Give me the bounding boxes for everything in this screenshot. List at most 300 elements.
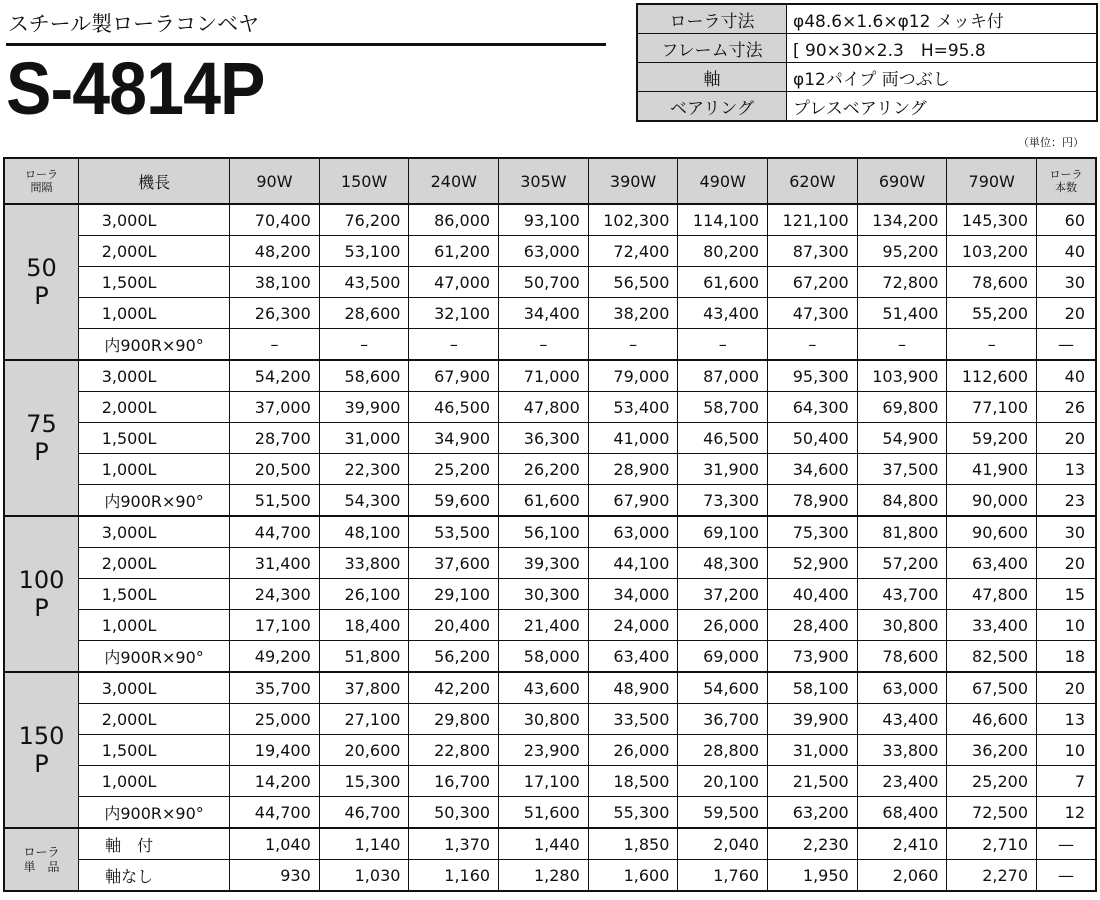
header-width: 490W <box>678 158 768 204</box>
price-cell: 41,000 <box>588 423 678 454</box>
length-label: 軸 付 <box>79 828 230 860</box>
price-cell: 32,100 <box>409 298 499 329</box>
price-cell: 26,000 <box>588 735 678 766</box>
price-cell: 28,900 <box>588 454 678 485</box>
price-cell: 56,200 <box>409 641 499 673</box>
price-cell: 1,160 <box>409 860 499 892</box>
price-cell: 22,800 <box>409 735 499 766</box>
price-cell: 54,200 <box>230 360 320 392</box>
roller-count: 10 <box>1037 735 1096 766</box>
price-cell: 25,000 <box>230 704 320 735</box>
price-cell: 42,200 <box>409 672 499 704</box>
price-cell: 14,200 <box>230 766 320 797</box>
price-cell: 54,600 <box>678 672 768 704</box>
price-cell: – <box>499 329 589 361</box>
price-cell: 39,900 <box>319 392 409 423</box>
price-cell: 20,500 <box>230 454 320 485</box>
price-cell: 95,300 <box>768 360 858 392</box>
spec-row <box>637 4 1097 34</box>
price-cell: 63,000 <box>857 672 947 704</box>
price-cell: 114,100 <box>678 204 768 236</box>
price-cell: 61,600 <box>678 267 768 298</box>
price-cell: 38,200 <box>588 298 678 329</box>
price-cell: 34,900 <box>409 423 499 454</box>
price-cell: 49,200 <box>230 641 320 673</box>
roller-count: 20 <box>1037 423 1096 454</box>
length-label: 内900R×90° <box>79 485 230 517</box>
price-cell: 18,500 <box>588 766 678 797</box>
price-cell: 930 <box>230 860 320 892</box>
price-cell: 26,100 <box>319 579 409 610</box>
price-cell: 17,100 <box>230 610 320 641</box>
price-cell: 69,800 <box>857 392 947 423</box>
price-cell: 2,710 <box>947 828 1037 860</box>
price-cell: 1,600 <box>588 860 678 892</box>
length-label: 1,000L <box>79 610 230 641</box>
price-cell: 35,700 <box>230 672 320 704</box>
header-length: 機長 <box>79 158 230 204</box>
header-width: 790W <box>947 158 1037 204</box>
price-cell: 1,040 <box>230 828 320 860</box>
roller-pitch-label: 50 P <box>4 204 79 360</box>
length-label: 1,500L <box>79 423 230 454</box>
roller-count: 20 <box>1037 298 1096 329</box>
price-cell: – <box>768 329 858 361</box>
price-cell: 26,000 <box>678 610 768 641</box>
price-cell: 63,400 <box>947 548 1037 579</box>
spec-row <box>637 34 1097 63</box>
spec-value: [ 90×30×2.3 H=95.8 <box>787 34 1098 63</box>
price-cell: 36,700 <box>678 704 768 735</box>
price-cell: 2,040 <box>678 828 768 860</box>
table-row <box>4 360 1096 392</box>
price-cell: 1,440 <box>499 828 589 860</box>
price-cell: 72,500 <box>947 797 1037 829</box>
price-cell: 33,400 <box>947 610 1037 641</box>
header-width: 305W <box>499 158 589 204</box>
price-cell: – <box>588 329 678 361</box>
price-cell: 24,300 <box>230 579 320 610</box>
price-cell: 67,500 <box>947 672 1037 704</box>
price-cell: 1,850 <box>588 828 678 860</box>
table-row <box>4 610 1096 641</box>
header-roller-count: ローラ 本数 <box>1037 158 1096 204</box>
roller-count: 18 <box>1037 641 1096 673</box>
price-cell: 44,700 <box>230 516 320 548</box>
table-row <box>4 423 1096 454</box>
length-label: 2,000L <box>79 704 230 735</box>
table-row <box>4 329 1096 361</box>
price-cell: 90,000 <box>947 485 1037 517</box>
price-cell: 134,200 <box>857 204 947 236</box>
price-cell: 2,060 <box>857 860 947 892</box>
price-cell: 55,300 <box>588 797 678 829</box>
price-cell: 73,300 <box>678 485 768 517</box>
price-cell: 37,600 <box>409 548 499 579</box>
price-cell: 33,800 <box>319 548 409 579</box>
price-cell: 58,700 <box>678 392 768 423</box>
price-cell: 53,400 <box>588 392 678 423</box>
price-cell: 58,100 <box>768 672 858 704</box>
price-cell: 43,400 <box>857 704 947 735</box>
spec-value: プレスベアリング <box>787 92 1098 122</box>
spec-value: φ48.6×1.6×φ12 メッキ付 <box>787 4 1098 34</box>
length-label: 3,000L <box>79 204 230 236</box>
page-subtitle: スチール製ローラコンベヤ <box>8 12 260 36</box>
table-row <box>4 392 1096 423</box>
price-cell: 46,700 <box>319 797 409 829</box>
price-cell: 21,400 <box>499 610 589 641</box>
table-row <box>4 204 1096 236</box>
price-table-body <box>4 204 1096 891</box>
price-cell: 29,100 <box>409 579 499 610</box>
unit-note: （単位：円） <box>1018 136 1084 149</box>
price-cell: 21,500 <box>768 766 858 797</box>
price-cell: 95,200 <box>857 236 947 267</box>
price-cell: 67,900 <box>409 360 499 392</box>
price-cell: 102,300 <box>588 204 678 236</box>
roller-count: 7 <box>1037 766 1096 797</box>
price-cell: 53,100 <box>319 236 409 267</box>
price-cell: 23,400 <box>857 766 947 797</box>
price-cell: 80,200 <box>678 236 768 267</box>
price-cell: 1,370 <box>409 828 499 860</box>
price-cell: 52,900 <box>768 548 858 579</box>
table-row <box>4 797 1096 829</box>
price-cell: 25,200 <box>409 454 499 485</box>
spec-key: フレーム寸法 <box>637 34 787 63</box>
price-cell: 78,900 <box>768 485 858 517</box>
price-cell: 82,500 <box>947 641 1037 673</box>
price-cell: – <box>409 329 499 361</box>
length-label: 軸なし <box>79 860 230 892</box>
price-cell: 23,900 <box>499 735 589 766</box>
price-cell: 78,600 <box>947 267 1037 298</box>
price-cell: 67,900 <box>588 485 678 517</box>
price-cell: 51,600 <box>499 797 589 829</box>
table-row <box>4 298 1096 329</box>
length-label: 2,000L <box>79 236 230 267</box>
price-cell: 1,140 <box>319 828 409 860</box>
price-cell: 59,600 <box>409 485 499 517</box>
price-cell: 71,000 <box>499 360 589 392</box>
price-cell: 30,800 <box>499 704 589 735</box>
price-cell: 44,100 <box>588 548 678 579</box>
price-cell: 69,100 <box>678 516 768 548</box>
price-cell: 54,900 <box>857 423 947 454</box>
price-cell: 64,300 <box>768 392 858 423</box>
price-cell: 34,600 <box>768 454 858 485</box>
roller-count: 40 <box>1037 360 1096 392</box>
price-cell: 53,500 <box>409 516 499 548</box>
price-cell: 39,900 <box>768 704 858 735</box>
roller-count: 10 <box>1037 610 1096 641</box>
price-cell: 22,300 <box>319 454 409 485</box>
price-cell: 63,200 <box>768 797 858 829</box>
length-label: 3,000L <box>79 516 230 548</box>
table-row <box>4 267 1096 298</box>
table-row <box>4 860 1096 892</box>
price-cell: 17,100 <box>499 766 589 797</box>
price-cell: 121,100 <box>768 204 858 236</box>
price-cell: 48,900 <box>588 672 678 704</box>
price-cell: 1,280 <box>499 860 589 892</box>
price-cell: 55,200 <box>947 298 1037 329</box>
roller-pitch-label: ローラ 単 品 <box>4 828 79 891</box>
table-row <box>4 579 1096 610</box>
price-cell: 2,230 <box>768 828 858 860</box>
model-number: S-4814P <box>6 47 265 130</box>
spec-key: ベアリング <box>637 92 787 122</box>
price-cell: 28,800 <box>678 735 768 766</box>
price-cell: 50,300 <box>409 797 499 829</box>
price-cell: 31,000 <box>319 423 409 454</box>
price-cell: 39,300 <box>499 548 589 579</box>
price-cell: 63,000 <box>588 516 678 548</box>
roller-count: 15 <box>1037 579 1096 610</box>
price-cell: 72,400 <box>588 236 678 267</box>
table-row <box>4 704 1096 735</box>
price-cell: 33,500 <box>588 704 678 735</box>
price-cell: 25,200 <box>947 766 1037 797</box>
price-cell: 51,800 <box>319 641 409 673</box>
roller-count: 20 <box>1037 548 1096 579</box>
price-cell: 43,600 <box>499 672 589 704</box>
roller-count: 40 <box>1037 236 1096 267</box>
price-cell: 37,200 <box>678 579 768 610</box>
price-cell: 43,500 <box>319 267 409 298</box>
length-label: 1,000L <box>79 454 230 485</box>
roller-count: 13 <box>1037 704 1096 735</box>
spec-row <box>637 63 1097 92</box>
roller-count: 13 <box>1037 454 1096 485</box>
price-cell: 51,500 <box>230 485 320 517</box>
length-label: 内900R×90° <box>79 641 230 673</box>
price-cell: 78,600 <box>857 641 947 673</box>
price-cell: 30,300 <box>499 579 589 610</box>
price-cell: 93,100 <box>499 204 589 236</box>
price-cell: 36,200 <box>947 735 1037 766</box>
price-cell: 46,500 <box>678 423 768 454</box>
roller-count: — <box>1037 828 1096 860</box>
roller-count: 12 <box>1037 797 1096 829</box>
spec-table <box>636 3 1098 122</box>
table-row <box>4 828 1096 860</box>
price-cell: 40,400 <box>768 579 858 610</box>
price-cell: 87,000 <box>678 360 768 392</box>
roller-pitch-label: 150 P <box>4 672 79 828</box>
price-cell: 18,400 <box>319 610 409 641</box>
price-cell: 59,500 <box>678 797 768 829</box>
length-label: 内900R×90° <box>79 329 230 361</box>
table-row <box>4 672 1096 704</box>
price-cell: 112,600 <box>947 360 1037 392</box>
price-cell: – <box>230 329 320 361</box>
price-cell: 47,800 <box>947 579 1037 610</box>
roller-pitch-label: 100 P <box>4 516 79 672</box>
price-cell: 103,900 <box>857 360 947 392</box>
price-cell: 47,300 <box>768 298 858 329</box>
price-cell: 51,400 <box>857 298 947 329</box>
price-cell: 31,400 <box>230 548 320 579</box>
price-cell: 29,800 <box>409 704 499 735</box>
length-label: 1,000L <box>79 766 230 797</box>
price-cell: 68,400 <box>857 797 947 829</box>
price-cell: – <box>319 329 409 361</box>
table-row <box>4 548 1096 579</box>
header-width: 240W <box>409 158 499 204</box>
length-label: 1,500L <box>79 579 230 610</box>
price-cell: 43,700 <box>857 579 947 610</box>
price-cell: 37,500 <box>857 454 947 485</box>
price-cell: 19,400 <box>230 735 320 766</box>
price-cell: 16,700 <box>409 766 499 797</box>
price-cell: 20,600 <box>319 735 409 766</box>
header-width: 390W <box>588 158 678 204</box>
price-cell: 15,300 <box>319 766 409 797</box>
price-cell: 1,030 <box>319 860 409 892</box>
price-cell: 87,300 <box>768 236 858 267</box>
price-cell: – <box>678 329 768 361</box>
price-cell: 24,000 <box>588 610 678 641</box>
price-cell: 20,100 <box>678 766 768 797</box>
price-cell: 26,300 <box>230 298 320 329</box>
price-cell: 50,400 <box>768 423 858 454</box>
price-cell: 28,400 <box>768 610 858 641</box>
price-cell: 61,200 <box>409 236 499 267</box>
price-cell: 58,000 <box>499 641 589 673</box>
price-cell: 34,400 <box>499 298 589 329</box>
price-cell: 20,400 <box>409 610 499 641</box>
spec-key: 軸 <box>637 63 787 92</box>
price-cell: 61,600 <box>499 485 589 517</box>
roller-count: 60 <box>1037 204 1096 236</box>
length-label: 1,500L <box>79 735 230 766</box>
title-underline <box>6 43 606 46</box>
price-cell: 54,300 <box>319 485 409 517</box>
length-label: 内900R×90° <box>79 797 230 829</box>
roller-count: — <box>1037 329 1096 361</box>
price-cell: 47,000 <box>409 267 499 298</box>
price-cell: 37,800 <box>319 672 409 704</box>
price-cell: 27,100 <box>319 704 409 735</box>
price-cell: – <box>947 329 1037 361</box>
length-label: 1,500L <box>79 267 230 298</box>
header-width: 620W <box>768 158 858 204</box>
price-cell: 43,400 <box>678 298 768 329</box>
table-row <box>4 485 1096 517</box>
price-cell: 76,200 <box>319 204 409 236</box>
price-cell: 73,900 <box>768 641 858 673</box>
spec-key: ローラ寸法 <box>637 4 787 34</box>
price-cell: 26,200 <box>499 454 589 485</box>
spec-row <box>637 92 1097 122</box>
length-label: 2,000L <box>79 548 230 579</box>
price-cell: 38,100 <box>230 267 320 298</box>
length-label: 3,000L <box>79 360 230 392</box>
price-cell: 31,900 <box>678 454 768 485</box>
price-cell: 44,700 <box>230 797 320 829</box>
price-cell: 48,200 <box>230 236 320 267</box>
price-cell: 50,700 <box>499 267 589 298</box>
price-cell: 79,000 <box>588 360 678 392</box>
price-cell: 1,760 <box>678 860 768 892</box>
price-cell: 81,800 <box>857 516 947 548</box>
price-cell: 63,400 <box>588 641 678 673</box>
spec-value: φ12パイプ 両つぶし <box>787 63 1098 92</box>
price-table <box>3 157 1097 892</box>
roller-count: 26 <box>1037 392 1096 423</box>
header-width: 690W <box>857 158 947 204</box>
price-cell: 48,300 <box>678 548 768 579</box>
roller-count: 30 <box>1037 516 1096 548</box>
price-cell: 84,800 <box>857 485 947 517</box>
price-cell: 59,200 <box>947 423 1037 454</box>
price-cell: 33,800 <box>857 735 947 766</box>
price-cell: 70,400 <box>230 204 320 236</box>
roller-count: 23 <box>1037 485 1096 517</box>
length-label: 1,000L <box>79 298 230 329</box>
price-cell: 145,300 <box>947 204 1037 236</box>
roller-pitch-label: 75 P <box>4 360 79 516</box>
price-cell: 47,800 <box>499 392 589 423</box>
header-width: 90W <box>230 158 320 204</box>
header-width: 150W <box>319 158 409 204</box>
price-cell: 2,270 <box>947 860 1037 892</box>
price-cell: 56,100 <box>499 516 589 548</box>
price-cell: 75,300 <box>768 516 858 548</box>
length-label: 2,000L <box>79 392 230 423</box>
table-row <box>4 454 1096 485</box>
price-cell: – <box>857 329 947 361</box>
price-cell: 2,410 <box>857 828 947 860</box>
price-cell: 56,500 <box>588 267 678 298</box>
price-cell: 103,200 <box>947 236 1037 267</box>
price-cell: 86,000 <box>409 204 499 236</box>
roller-count: 30 <box>1037 267 1096 298</box>
table-row <box>4 236 1096 267</box>
price-cell: 57,200 <box>857 548 947 579</box>
price-cell: 1,950 <box>768 860 858 892</box>
table-row <box>4 516 1096 548</box>
table-row <box>4 766 1096 797</box>
price-cell: 28,700 <box>230 423 320 454</box>
price-cell: 58,600 <box>319 360 409 392</box>
price-cell: 41,900 <box>947 454 1037 485</box>
price-cell: 46,500 <box>409 392 499 423</box>
price-cell: 72,800 <box>857 267 947 298</box>
price-cell: 90,600 <box>947 516 1037 548</box>
price-cell: 31,000 <box>768 735 858 766</box>
price-header-row <box>4 158 1096 204</box>
price-cell: 37,000 <box>230 392 320 423</box>
price-cell: 30,800 <box>857 610 947 641</box>
table-row <box>4 641 1096 673</box>
price-cell: 67,200 <box>768 267 858 298</box>
price-cell: 48,100 <box>319 516 409 548</box>
price-cell: 28,600 <box>319 298 409 329</box>
price-cell: 69,000 <box>678 641 768 673</box>
price-cell: 36,300 <box>499 423 589 454</box>
roller-count: 20 <box>1037 672 1096 704</box>
length-label: 3,000L <box>79 672 230 704</box>
roller-count: — <box>1037 860 1096 892</box>
price-cell: 34,000 <box>588 579 678 610</box>
price-cell: 46,600 <box>947 704 1037 735</box>
header-roller-pitch: ローラ 間隔 <box>4 158 79 204</box>
price-cell: 77,100 <box>947 392 1037 423</box>
table-row <box>4 735 1096 766</box>
